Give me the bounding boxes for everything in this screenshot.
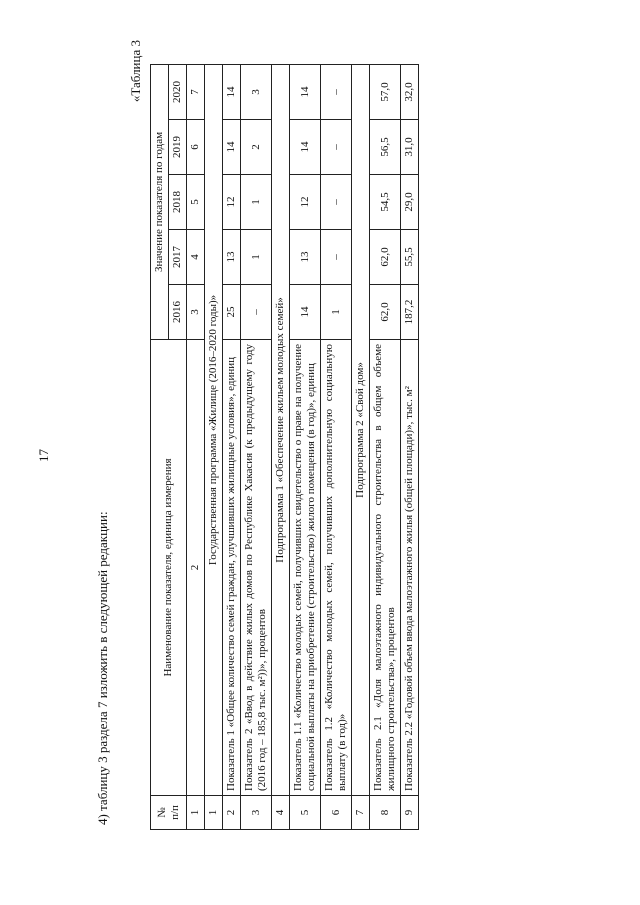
indicator-name: Показатель 1.2 «Количество молодых семей, получивших дополнительную социальную выплату (в год)» xyxy=(321,340,352,796)
row-number: 3 xyxy=(241,796,272,830)
indicator-value: 1 xyxy=(321,285,352,340)
indicator-value: 1 xyxy=(241,230,272,285)
indicator-name: Показатель 2.1 «Доля малоэтажного индивидуального строительства в общем объеме жилищного строительства», процентов xyxy=(370,340,401,796)
indicator-value: 55,5 xyxy=(401,230,419,285)
indicator-value: 2 xyxy=(241,120,272,175)
indicator-value: – xyxy=(241,285,272,340)
indicator-row xyxy=(241,64,272,829)
indicator-row xyxy=(370,64,401,829)
column-number: 7 xyxy=(187,64,205,119)
indicator-row xyxy=(223,64,241,829)
indicator-value: 1 xyxy=(241,175,272,230)
indicator-name: Показатель 1.1 «Количество молодых семей, получивших свидетельство о праве на получение социальной выплаты на приобретение (строительство) жилого помещения (в год)», единиц xyxy=(290,340,321,796)
indicator-value: 14 xyxy=(290,64,321,119)
row-number: 1 xyxy=(205,796,223,830)
table-body xyxy=(151,64,419,829)
indicator-value: 13 xyxy=(223,230,241,285)
indicator-value: 14 xyxy=(223,64,241,119)
row-number: 4 xyxy=(272,796,290,830)
row-number: 8 xyxy=(370,796,401,830)
row-number: 6 xyxy=(321,796,352,830)
section-title: Подпрограмма 2 «Свой дом» xyxy=(352,64,370,795)
table-label: «Таблица 3 xyxy=(128,40,143,103)
section-title: Подпрограмма 1 «Обеспечение жильем молодых семей» xyxy=(272,64,290,795)
indicator-name: Показатель 1 «Общее количество семей граждан, улучшивших жилищные условия», единиц xyxy=(223,340,241,796)
page-number: 17 xyxy=(36,449,51,462)
indicator-value: 32,0 xyxy=(401,64,419,119)
section-row xyxy=(352,64,370,829)
header-name: Наименование показателя, единица измерения xyxy=(151,340,187,796)
column-numbers-row xyxy=(187,64,205,829)
indicator-row xyxy=(290,64,321,829)
indicator-table xyxy=(150,64,419,830)
indicator-value: 31,0 xyxy=(401,120,419,175)
section-row xyxy=(205,64,223,829)
indicator-value: – xyxy=(321,120,352,175)
header-year: 2020 xyxy=(169,64,187,119)
header-num-text: № п/п xyxy=(155,805,181,820)
header-num xyxy=(151,796,187,830)
indicator-value: 12 xyxy=(223,175,241,230)
column-number: 2 xyxy=(187,340,205,796)
indicator-name: Показатель 2.2 «Годовой объем ввода малоэтажного жилья (общей площади)», тыс. м² xyxy=(401,340,419,796)
column-number: 5 xyxy=(187,175,205,230)
indicator-value: 3 xyxy=(241,64,272,119)
column-number: 3 xyxy=(187,285,205,340)
header-year: 2018 xyxy=(169,175,187,230)
indicator-value: – xyxy=(321,230,352,285)
column-number: 1 xyxy=(187,796,205,830)
section-title: Государственная программа «Жилище (2016–2020 годы)» xyxy=(205,64,223,795)
indicator-value: 14 xyxy=(290,285,321,340)
header-values-group: Значение показателя по годам xyxy=(151,64,169,339)
indicator-value: 25 xyxy=(223,285,241,340)
indicator-value: 12 xyxy=(290,175,321,230)
header-year: 2019 xyxy=(169,120,187,175)
row-number: 7 xyxy=(352,796,370,830)
indicator-row xyxy=(321,64,352,829)
header-year: 2017 xyxy=(169,230,187,285)
indicator-value: 62,0 xyxy=(370,285,401,340)
row-number: 2 xyxy=(223,796,241,830)
indicator-value: 29,0 xyxy=(401,175,419,230)
column-number: 4 xyxy=(187,230,205,285)
row-number: 9 xyxy=(401,796,419,830)
indicator-value: – xyxy=(321,64,352,119)
section-row xyxy=(272,64,290,829)
indicator-value: 56,5 xyxy=(370,120,401,175)
header-year: 2016 xyxy=(169,285,187,340)
indicator-value: 13 xyxy=(290,230,321,285)
indicator-value: 14 xyxy=(290,120,321,175)
intro-text: 4) таблицу 3 раздела 7 изложить в следующей редакции: xyxy=(95,511,110,825)
indicator-value: 62,0 xyxy=(370,230,401,285)
row-number: 5 xyxy=(290,796,321,830)
indicator-value: 54,5 xyxy=(370,175,401,230)
indicator-value: – xyxy=(321,175,352,230)
column-number: 6 xyxy=(187,120,205,175)
header-row-1 xyxy=(151,64,169,829)
indicator-row xyxy=(401,64,419,829)
indicator-value: 57,0 xyxy=(370,64,401,119)
indicator-value: 187,2 xyxy=(401,285,419,340)
indicator-name: Показатель 2 «Ввод в действие жилых домов по Республике Хакасия (к предыдущему году (2016 год – 185,8 тыс. м²))», процентов xyxy=(241,340,272,796)
indicator-value: 14 xyxy=(223,120,241,175)
